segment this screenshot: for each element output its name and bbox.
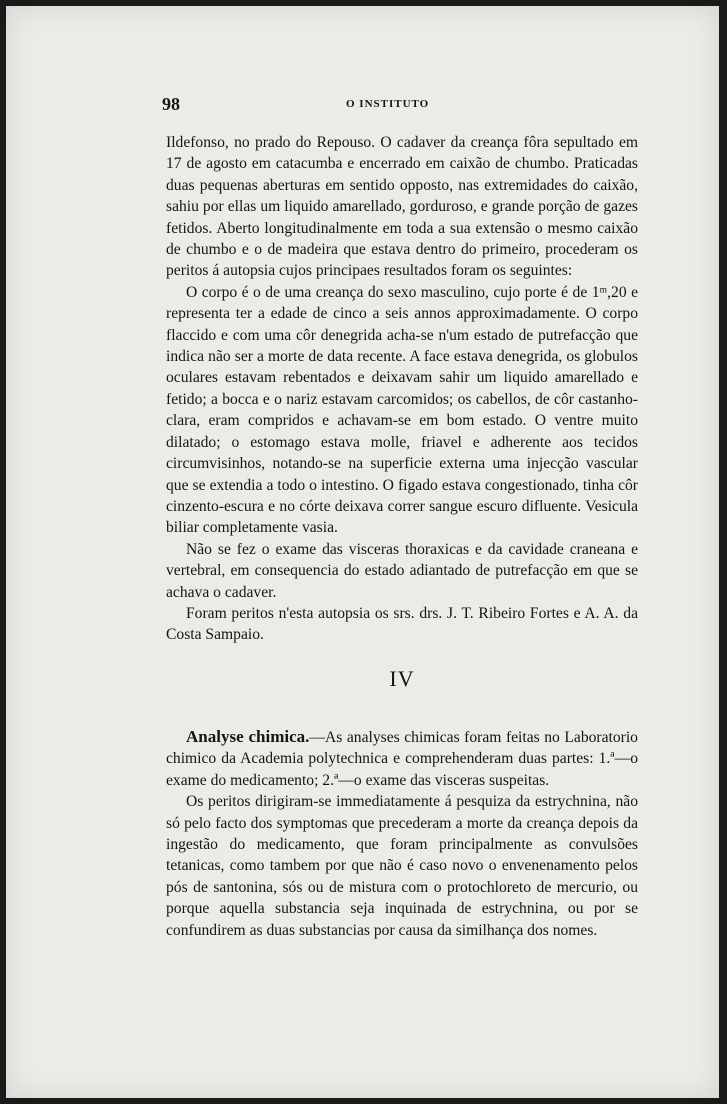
paragraph: Não se fez o exame das visceras thoraxicas e da cavidade craneana e vertebral, em consequencia do estado adiantado de putrefacção em que se achava o cadaver. <box>166 540 638 601</box>
paragraph <box>166 726 638 791</box>
paragraph: O corpo é o de uma creança do sexo masculino, cujo porte é de 1ᵐ,20 e representa ter a edade de cinco a seis annos approximadamente. O corpo flaccido e com uma côr denegrida acha-se n'um estado de putrefacção que indica não ser a morte de data recente. A face estava denegrida, os globulos oculares estavam rebentados e deixavam sahir um liquido amarellado e fetido; a bocca e o nariz estavam carcomidos; os cabellos, de côr castanho-clara, eram compridos e achavam-se em bom estado. O ventre muito dilatado; o estomago estava molle, friavel e adherente aos tecidos circumvisinhos, notando-se na superficie externa uma injecção vascular que se extendia a todo o intestino. O figado estava congestionado, tinha côr cinzento-escura e no córte deixava correr sangue escuro difluente. Vesicula biliar completamente vasia. <box>166 283 638 537</box>
paragraph-text: —As analyses chimicas foram feitas no Laboratorio chimico da Academia polytechnica e comprehenderam duas partes: 1.ª—o exame do medicamento; 2.ª—o exame das visceras suspeitas. <box>166 729 638 789</box>
running-title: O INSTITUTO <box>346 98 430 110</box>
page-number: 98 <box>162 94 180 114</box>
book-page <box>6 6 719 1098</box>
paragraph: Foram peritos n'esta autopsia os srs. drs. J. T. Ribeiro Fortes e A. A. da Costa Sampaio. <box>166 604 638 644</box>
section-heading: Analyse chimica. <box>186 727 310 746</box>
paragraph: Ildefonso, no prado do Repouso. O cadaver da creança fôra sepultado em 17 de agosto em catacumba e encerrado em caixão de chumbo. Praticadas duas pequenas aberturas em sentido opposto, nas extremidades do caixão, sahiu por ellas um liquido amarellado, gorduroso, e grande porção de gazes fetidos. Aberto longitudinalmente em toda a sua extensão o mesmo caixão de chumbo e o de madeira que estava dentro do primeiro, procederam os peritos á autopsia cujos principaes resultados foram os seguintes: <box>166 134 638 280</box>
page-header <box>162 94 642 118</box>
section-number: IV <box>389 666 415 691</box>
body-text <box>166 132 638 646</box>
section-text <box>166 726 638 941</box>
paragraph: Os peritos dirigiram-se immediatamente á pesquiza da estrychnina, não só pelo facto dos symptomas que precederam a morte da creança depois da ingestão do medicamento, que foram principalmente as convulsões tetanicas, como tambem por que não é caso novo o envenenamento pelos pós de santonina, sós ou de mistura com o protochloreto de mercurio, ou porque aquella substancia seja inquinada de estrychnina, ou por se confundirem as duas substancias por causa da similhança dos nomes. <box>166 793 638 939</box>
